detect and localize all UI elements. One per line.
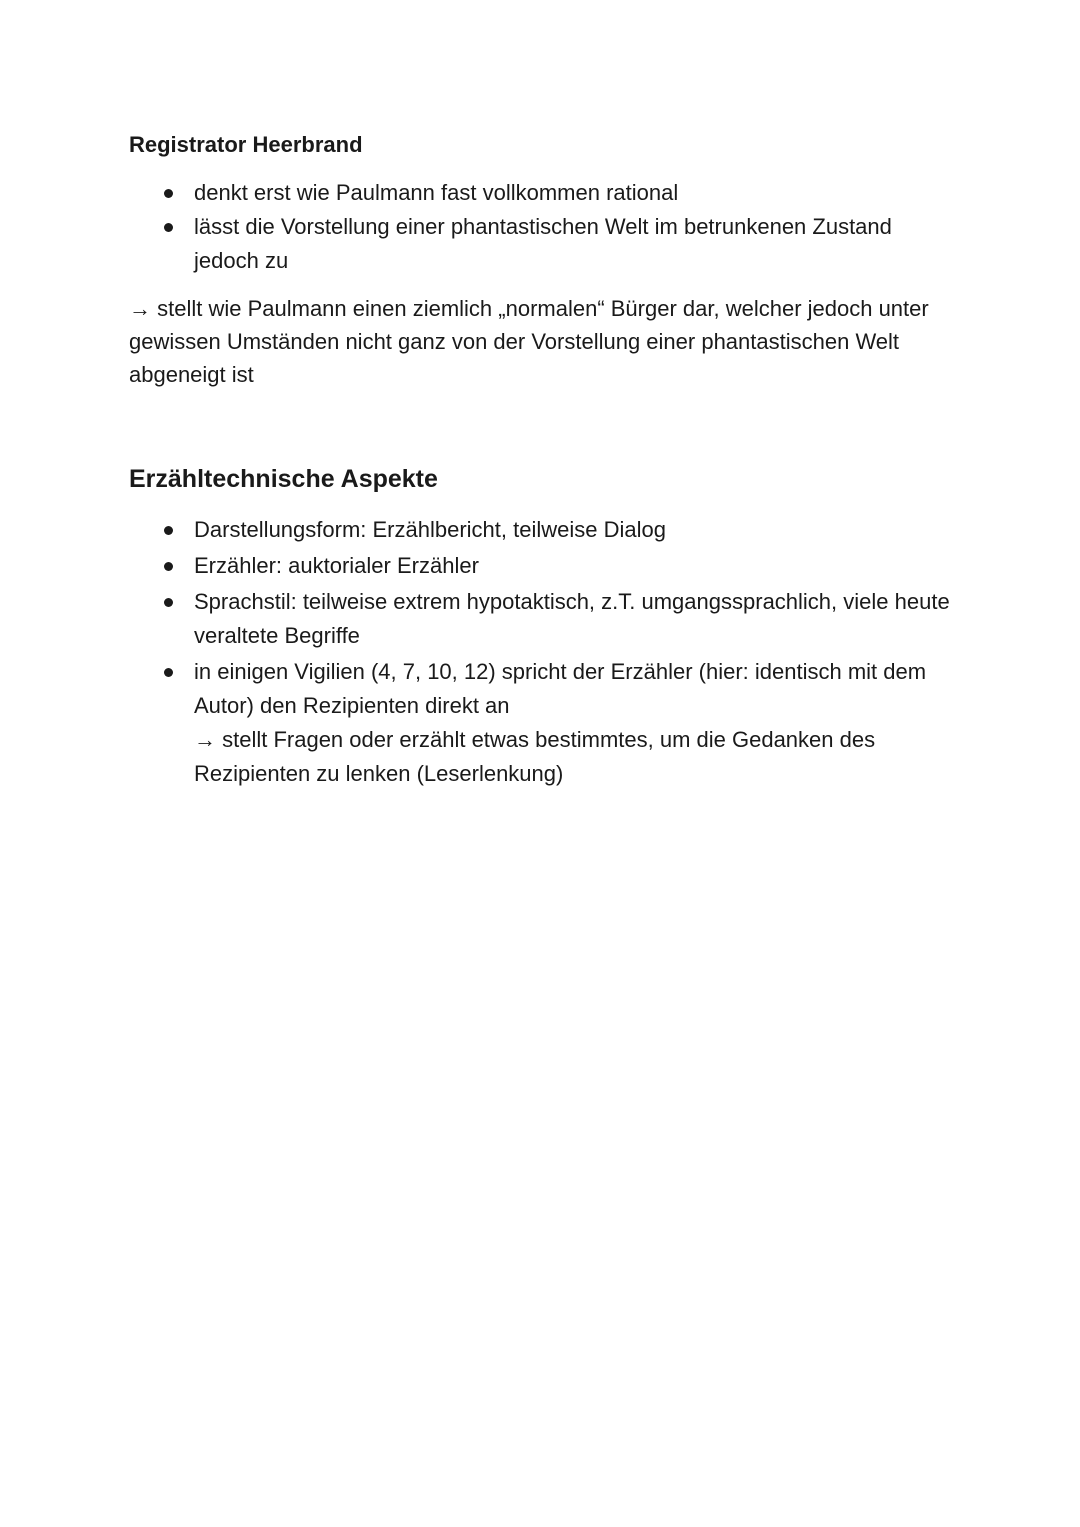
document-page [129, 128, 959, 793]
bullet-icon [164, 598, 173, 607]
list-item [129, 210, 959, 278]
bullet-list [129, 176, 959, 278]
section-heading: Erzähltechnische Aspekte [129, 465, 438, 493]
list-item-text: lässt die Vorstellung einer phantastischen Welt im betrunkenen Zustand jedoch zu [194, 214, 892, 273]
list-item [129, 176, 959, 210]
list-item-text: Sprachstil: teilweise extrem hypotaktisch, z.T. umgangssprachlich, viele heute veraltete Begriffe [194, 589, 950, 648]
section-registrator-heerbrand [129, 128, 959, 391]
bullet-icon [164, 223, 173, 232]
list-item-text: Erzähler: auktorialer Erzähler [194, 553, 479, 578]
list-item [129, 513, 959, 547]
list-item [129, 655, 959, 791]
bullet-icon [164, 668, 173, 677]
bullet-icon [164, 562, 173, 571]
list-item-followup: → stellt Fragen oder erzählt etwas bestimmtes, um die Gedanken des Rezipienten zu lenken (Leserlenkung) [194, 727, 876, 786]
conclusion-paragraph: → stellt wie Paulmann einen ziemlich „normalen“ Bürger dar, welcher jedoch unter gewissen Umständen nicht ganz von der Vorstellung einer phantastischen Welt abgeneigt ist [129, 296, 929, 387]
list-item [129, 549, 959, 583]
list-item-text: denkt erst wie Paulmann fast vollkommen rational [194, 180, 679, 205]
bullet-icon [164, 526, 173, 535]
list-item [129, 585, 959, 653]
section-erzaehltechnische-aspekte [129, 461, 959, 791]
list-item-text: in einigen Vigilien (4, 7, 10, 12) spricht der Erzähler (hier: identisch mit dem Autor) den Rezipienten direkt an [194, 659, 927, 718]
bullet-list [129, 513, 959, 791]
list-item-text: Darstellungsform: Erzählbericht, teilweise Dialog [194, 517, 666, 542]
section-heading: Registrator Heerbrand [129, 132, 363, 157]
bullet-icon [164, 189, 173, 198]
